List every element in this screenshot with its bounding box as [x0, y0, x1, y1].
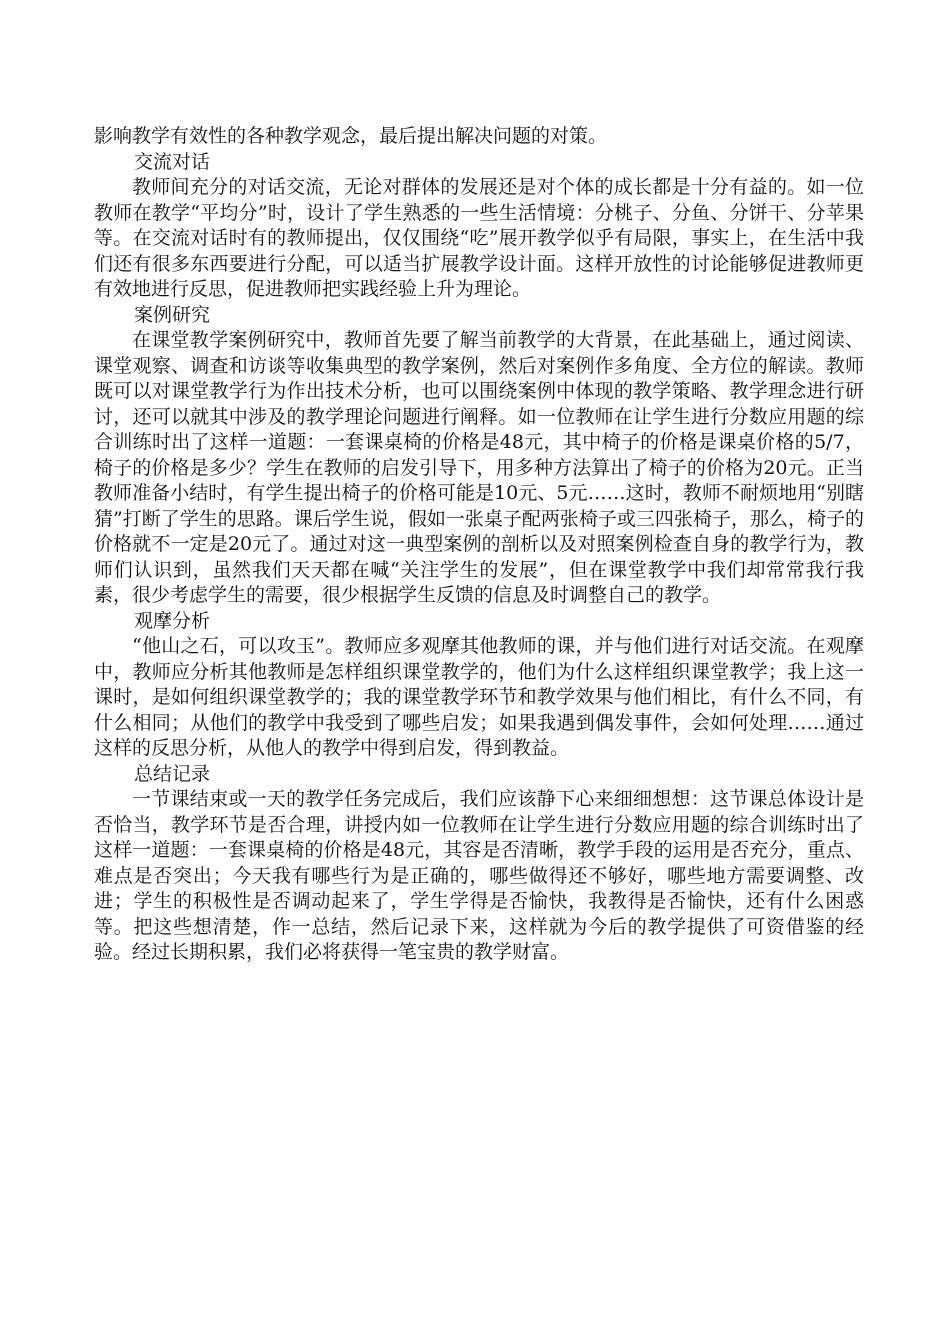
section-body-summary: 一节课结束或一天的教学任务完成后，我们应该静下心来细细想想：这节课总体设计是否恰当，教学环节是否合理，讲授内如一位教师在让学生进行分数应用题的综合训练时出了这样一道题：一套课桌椅的价格是48元，其容是否清晰，教学手段的运用是否充分，重点、难点是否突出；今天我有哪些行为是正确的，哪些做得还不够好，哪些地方需要调整、改进；学生的积极性是否调动起来了，学生学得是否愉快，我教得是否愉快，还有什么困惑等。把这些想清楚，作一总结，然后记录下来，这样就为今后的教学提供了可资借鉴的经验。经过长期积累，我们必将获得一笔宝贵的教学财富。	[94, 788, 864, 963]
intro-paragraph: 影响教学有效性的各种教学观念，最后提出解决问题的对策。	[94, 125, 608, 147]
section-body-case-study: 在课堂教学案例研究中，教师首先要了解当前教学的大背景，在此基础上，通过阅读、课堂观察、调查和访谈等收集典型的教学案例，然后对案例作多角度、全方位的解读。教师既可以对课堂教学行为作出技术分析，也可以围绕案例中体现的教学策略、教学理念进行研讨，还可以就其中涉及的教学理论问题进行阐释。如一位教师在让学生进行分数应用题的综合训练时出了这样一道题：一套课桌椅的价格是48元，其中椅子的价格是课桌价格的5/7，椅子的价格是多少？学生在教师的启发引导下，用多种方法算出了椅子的价格为20元。正当教师准备小结时，有学生提出椅子的价格可能是10元、5元……这时，教师不耐烦地用“别瞎猜”打断了学生的思路。课后学生说，假如一张桌子配两张椅子或三四张椅子，那么，椅子的价格就不一定是20元了。通过对这一典型案例的剖析以及对照案例检查自身的教学行为，教师们认识到，虽然我们天天都在喊“关注学生的发展”，但在课堂教学中我们却常常我行我素，很少考虑学生的需要，很少根据学生反馈的信息及时调整自己的教学。	[94, 329, 864, 606]
section-body-observation: “他山之石，可以攻玉”。教师应多观摩其他教师的课，并与他们进行对话交流。在观摩中，教师应分析其他教师是怎样组织课堂教学的，他们为什么这样组织课堂教学；我上这一课时，是如何组织课堂教学的；我的课堂教学环节和教学效果与他们相比，有什么不同，有什么相同；从他们的教学中我受到了哪些启发；如果我遇到偶发事件，会如何处理……通过这样的反思分析，从他人的教学中得到启发，得到教益。	[94, 635, 864, 759]
section-heading-observation: 观摩分析	[134, 609, 211, 632]
section-heading-case-study: 案例研究	[134, 303, 211, 326]
section-heading-summary: 总结记录	[134, 762, 211, 785]
section-body-dialogue: 教师间充分的对话交流，无论对群体的发展还是对个体的成长都是十分有益的。如一位教师在教学“平均分”时，设计了学生熟悉的一些生活情境：分桃子、分鱼、分饼干、分苹果等。在交流对话时有的教师提出，仅仅围绕“吃”展开教学似乎有局限，事实上，在生活中我们还有很多东西要进行分配，可以适当扩展教学设计面。这样开放性的讨论能够促进教师更有效地进行反思，促进教师把实践经验上升为理论。	[94, 176, 864, 300]
document-page	[94, 124, 864, 966]
section-heading-dialogue: 交流对话	[134, 150, 211, 173]
